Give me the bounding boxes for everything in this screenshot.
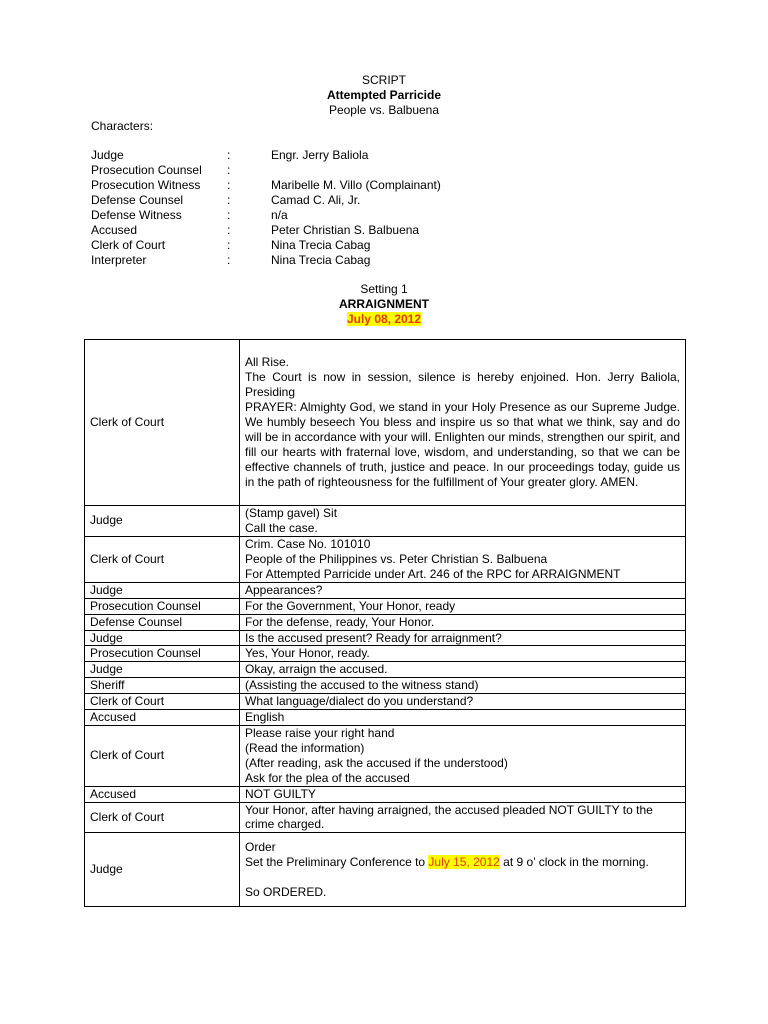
dialogue-line: Ask for the plea of the accused xyxy=(245,770,410,785)
dialogue-cell: Your Honor, after having arraigned, the accused pleaded NOT GUILTY to the crime charged. xyxy=(240,802,686,833)
colon-separator: : xyxy=(227,238,231,252)
speaker-cell: Clerk of Court xyxy=(85,340,240,506)
dialogue-cell: NOT GUILTY xyxy=(240,786,686,802)
character-name: Peter Christian S. Balbuena xyxy=(271,223,420,237)
speaker-cell: Defense Counsel xyxy=(85,614,240,630)
dialogue-cell: Okay, arraign the accused. xyxy=(240,662,686,678)
script-table xyxy=(84,339,686,907)
character-role: Defense Witness xyxy=(91,208,182,222)
order-text-after: at 9 o’ clock in the morning. xyxy=(499,854,649,869)
dialogue-line: The Court is now in session, silence is hereby enjoined. Hon. Jerry Baliola, Presiding xyxy=(245,370,680,400)
character-role: Interpreter xyxy=(91,253,147,267)
colon-separator: : xyxy=(227,178,231,192)
table-row xyxy=(85,598,686,614)
table-row xyxy=(85,786,686,802)
character-name: n/a xyxy=(271,208,288,222)
table-row xyxy=(85,646,686,662)
table-row xyxy=(85,802,686,833)
setting-date-line xyxy=(0,312,768,327)
table-row xyxy=(85,833,686,907)
table-row xyxy=(85,725,686,786)
colon-separator: : xyxy=(227,193,231,207)
table-row xyxy=(85,694,686,710)
speaker-cell: Prosecution Counsel xyxy=(85,646,240,662)
table-row xyxy=(85,582,686,598)
dialogue-line: Please raise your right hand xyxy=(245,725,395,740)
table-row xyxy=(85,678,686,694)
dialogue-line: PRAYER: Almighty God, we stand in your Holy Presence as our Supreme Judge. We humbly beseech You bless and inspire us so that what we think, say and do will be in accordance with your will. Enlighten our minds, strengthen our spirit, and fill our hearts with fraternal love, wisdom, and understanding, so that we can be effective channels of truth, justice and peace. In our proceedings today, guide us in the path of righteousness for the fulfillment of Your greater glory. AMEN. xyxy=(245,400,680,489)
colon-separator: : xyxy=(227,148,231,162)
character-name: Maribelle M. Villo (Complainant) xyxy=(271,178,441,192)
speaker-cell: Judge xyxy=(85,833,240,907)
colon-separator: : xyxy=(227,163,231,177)
table-row xyxy=(85,506,686,537)
speaker-cell: Clerk of Court xyxy=(85,536,240,582)
colon-separator: : xyxy=(227,208,231,222)
dialogue-line: (After reading, ask the accused if the understood) xyxy=(245,755,508,770)
character-role: Clerk of Court xyxy=(91,238,166,252)
order-text xyxy=(245,855,680,870)
character-role: Prosecution Witness xyxy=(91,178,201,192)
blank-line xyxy=(245,870,680,885)
case-name: People vs. Balbuena xyxy=(328,103,440,117)
table-row xyxy=(85,662,686,678)
table-row xyxy=(85,630,686,646)
character-name: Camad C. Ali, Jr. xyxy=(271,193,361,207)
order-closing: So ORDERED. xyxy=(245,884,327,899)
dialogue-cell: English xyxy=(240,710,686,726)
character-role: Accused xyxy=(91,223,138,237)
conference-date: July 15, 2012 xyxy=(428,854,500,869)
table-row xyxy=(85,340,686,506)
dialogue-line: (Read the information) xyxy=(245,740,365,755)
setting-name: ARRAIGNMENT xyxy=(339,297,429,311)
dialogue-cell: Is the accused present? Ready for arraignment? xyxy=(240,630,686,646)
speaker-cell: Sheriff xyxy=(85,678,240,694)
character-name: Nina Trecia Cabag xyxy=(271,253,371,267)
speaker-cell: Judge xyxy=(85,662,240,678)
dialogue-cell: Appearances? xyxy=(240,582,686,598)
script-label: SCRIPT xyxy=(361,73,406,87)
dialogue-cell: (Assisting the accused to the witness stand) xyxy=(240,678,686,694)
speaker-cell: Prosecution Counsel xyxy=(85,598,240,614)
speaker-cell: Judge xyxy=(85,506,240,537)
dialogue-line: (Stamp gavel) Sit xyxy=(245,506,338,520)
table-row xyxy=(85,614,686,630)
dialogue-line: Crim. Case No. 101010 xyxy=(245,536,371,551)
setting-date: July 08, 2012 xyxy=(346,312,422,326)
dialogue-cell xyxy=(240,536,686,582)
character-role: Defense Counsel xyxy=(91,193,184,207)
speaker-cell: Clerk of Court xyxy=(85,694,240,710)
speaker-cell: Accused xyxy=(85,786,240,802)
speaker-cell: Judge xyxy=(85,582,240,598)
speaker-cell: Clerk of Court xyxy=(85,725,240,786)
speaker-cell: Accused xyxy=(85,710,240,726)
colon-separator: : xyxy=(227,253,231,267)
dialogue-line: Order xyxy=(245,840,276,854)
dialogue-cell: Yes, Your Honor, ready. xyxy=(240,646,686,662)
character-name: Nina Trecia Cabag xyxy=(271,238,371,252)
dialogue-cell: What language/dialect do you understand? xyxy=(240,694,686,710)
character-role: Prosecution Counsel xyxy=(91,163,202,177)
dialogue-cell xyxy=(240,725,686,786)
characters-label: Characters: xyxy=(91,119,154,133)
dialogue-cell xyxy=(240,833,686,907)
setting-number: Setting 1 xyxy=(360,282,408,296)
order-text-before: Set the Preliminary Conference to xyxy=(245,854,429,869)
dialogue-line: For Attempted Parricide under Art. 246 of the RPC for ARRAIGNMENT xyxy=(245,566,621,581)
speaker-cell: Clerk of Court xyxy=(85,802,240,833)
dialogue-cell xyxy=(240,506,686,537)
character-role: Judge xyxy=(91,148,124,162)
dialogue-line: All Rise. xyxy=(245,355,290,370)
table-row xyxy=(85,710,686,726)
table-row xyxy=(85,536,686,582)
character-name: Engr. Jerry Baliola xyxy=(271,148,369,162)
dialogue-line: People of the Philippines vs. Peter Christian S. Balbuena xyxy=(245,551,548,566)
dialogue-cell xyxy=(240,340,686,506)
speaker-cell: Judge xyxy=(85,630,240,646)
dialogue-cell: For the Government, Your Honor, ready xyxy=(240,598,686,614)
dialogue-line: Call the case. xyxy=(245,520,318,535)
colon-separator: : xyxy=(227,223,231,237)
document-title: Attempted Parricide xyxy=(326,88,442,102)
dialogue-cell: For the defense, ready, Your Honor. xyxy=(240,614,686,630)
